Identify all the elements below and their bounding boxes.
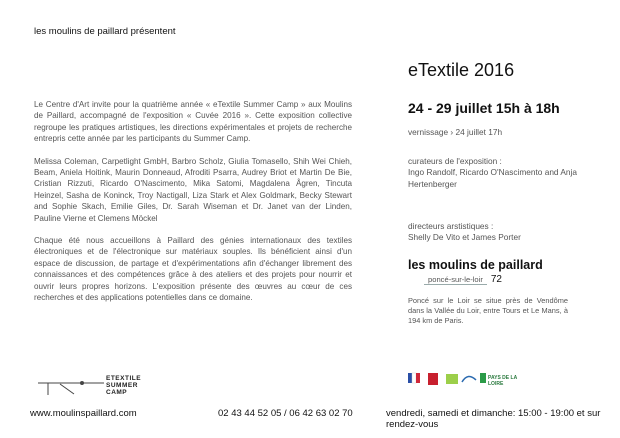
- directors-label: directeurs arstistiques :: [408, 221, 494, 231]
- sponsor-logos: [406, 370, 526, 397]
- curators-section: [408, 156, 598, 190]
- event-title: eTextile 2016: [408, 60, 515, 80]
- org-location: poncé-sur-le-loir: [424, 275, 487, 285]
- phone-numbers: 02 43 44 52 05 / 06 42 63 02 70: [218, 408, 353, 419]
- org-name: les moulins de paillard: [408, 258, 543, 272]
- pays-de-la-loire-logo: PAYS DE LA LOIRE: [488, 375, 517, 387]
- event-dates: 24 - 29 juillet 15h à 18h: [408, 100, 560, 116]
- opening-hours: vendredi, samedi et dimanche: 15:00 - 19:00 et sur rendez-vous: [386, 408, 601, 430]
- location-text: Poncé sur le Loir se situe près de Vendôme dans la Vallée du Loir, entre Tours et Le Mans, à 194 km de Paris.: [408, 296, 568, 325]
- intro-paragraph: Le Centre d'Art invite pour la quatrième année « eTextile Summer Camp » aux Moulins de Paillard, accompagné de l'exposition « Cuvée 2016 ». Cette exposition collective regroupe les pratiques artistiques, les directions expérimentales et projets de recherche entrepris cette année par les participants du Summer Camp.: [34, 100, 352, 144]
- curators-label: curateurs de l'exposition :: [408, 156, 502, 166]
- artists-paragraph: Melissa Coleman, Carpetlight GmbH, Barbro Scholz, Giulia Tomasello, Shih Wei Chieh, Beam, Aniela Hoitink, Maurin Donneaud, Afroditi Psarra, Audrey Briot et Martin De Bie, Cristian Rizzuti, Ricardo O'Nascimento, Mika Satomi, Magdalena Ågren, Tincuta Heinzel, Sasha de Koninck, Troy Nactigall, Liza Stark et Alex Goldmark, Becky Stewart and Sophie Skach, Emilie Giles, Dr. Sarah Wiseman et Dr. Janet van der Linden, Pauline Vierne et Clemens Möckel: [34, 156, 352, 223]
- etextile-camp-logo: ETEXTILE SUMMER CAMP: [106, 375, 142, 396]
- org-location-line: [424, 274, 502, 285]
- vernissage-line: vernissage › 24 juillet 17h: [408, 127, 503, 137]
- description-paragraph: Chaque été nous accueillons à Paillard des génies internationaux des textiles électroniques et de l'électronique sur matériaux souples. Ils bénéficient ainsi d'un espace de discussion, de partage et d'expérimentations afin d'échanger librement des connaissances et des compétences grâce à des ateliers et des projets pour nourrir et ouvrir leurs propres horizons. L'exposition présente des œuvres au cœur de ces recherches et des applications potentielles dans ce domaine.: [34, 236, 352, 303]
- website-link[interactable]: www.moulinspaillard.com: [30, 408, 137, 419]
- directors-names: Shelly De Vito et James Porter: [408, 232, 521, 243]
- org-dept-number: 72: [490, 274, 502, 285]
- left-column: [34, 99, 352, 315]
- presenter-line: les moulins de paillard présentent: [34, 26, 176, 37]
- left-logos: [34, 375, 164, 408]
- directors-section: [408, 221, 598, 244]
- curators-names: Ingo Randolf, Ricardo O'Nascimento and Anja Hertenberger: [408, 167, 578, 189]
